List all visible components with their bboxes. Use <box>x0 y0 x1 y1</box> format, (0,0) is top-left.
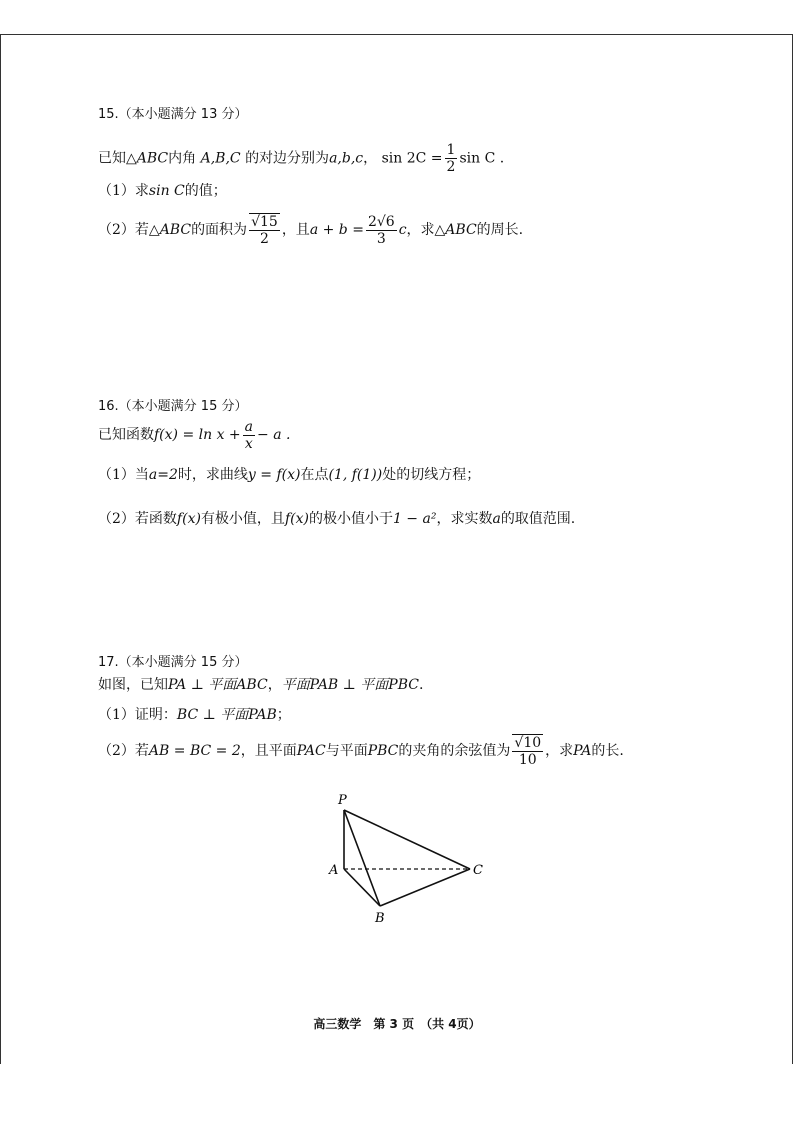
q15-heading: 15.（本小题满分 13 分） <box>98 107 248 122</box>
q15-p1-suffix: 的值； <box>184 183 227 199</box>
q17-heading: 17.（本小题满分 15 分） <box>98 655 248 670</box>
q16-p1-end: 处的切线方程； <box>382 467 481 483</box>
vertex-label-c: C <box>473 863 483 878</box>
q15-p2-and: ，且 <box>281 222 310 238</box>
q17-p2-with: 与平面 <box>325 743 368 759</box>
q17-intro-sep: ， <box>267 677 282 693</box>
q15-sides: a,b,c <box>329 150 364 167</box>
q16-function-tail: − a . <box>257 427 291 443</box>
q15-p2-prefix: （2）若 <box>98 222 149 238</box>
q15-equation-right: sin C . <box>459 150 505 167</box>
q16-p2-mid: 有极小值，且 <box>200 511 285 527</box>
tetrahedron-figure <box>320 788 500 933</box>
q16-p2-prefix: （2）若函数 <box>98 511 177 527</box>
page-footer: 高三数学 第 3 页 （共 4页） <box>313 1017 481 1031</box>
q15-part-2 <box>98 212 738 248</box>
q16-p2-function-2: f(x) <box>284 511 309 527</box>
q15-p2-triangle: △ABC <box>148 222 192 238</box>
q17-p2-text: 的夹角的余弦值为 <box>398 743 511 759</box>
q17-p2-ask: ，求 <box>545 743 574 759</box>
q16-intro <box>98 418 738 452</box>
q16-p1-point: (1, f(1)) <box>328 467 383 483</box>
q15-equation-left: sin 2C = <box>381 150 443 167</box>
q15-p1-expression: sin C <box>148 183 185 199</box>
q17-p1-relation: BC ⊥ 平面PAB <box>176 707 277 723</box>
q16-p2-mid-2: 的极小值小于 <box>308 511 393 527</box>
q16-p1-prefix: （1）当 <box>98 467 149 483</box>
q15-p2-c: c <box>398 222 407 238</box>
q15-p2-sum: a + b = <box>309 222 364 238</box>
q17-intro-text: 如图，已知 <box>98 677 168 693</box>
q15-intro-text-c: 的对边分别为 <box>245 150 330 167</box>
q17-p2-condition: AB = BC = 2 <box>148 743 241 759</box>
q15-part-1 <box>98 180 738 202</box>
q15-area-fraction <box>249 213 280 247</box>
fraction-numerator: a <box>244 418 254 435</box>
edge-ab <box>344 869 380 906</box>
q15-intro <box>98 142 738 174</box>
q15-intro-text-b: 内角 <box>168 150 197 167</box>
q17-intro-end: . <box>418 677 424 693</box>
fraction-denominator: x <box>244 435 253 452</box>
q16-p2-end: 的取值范围. <box>500 511 576 527</box>
q16-part-2 <box>98 508 738 530</box>
fraction-numerator: √10 <box>514 735 542 751</box>
fraction-numerator: 2√6 <box>367 213 395 230</box>
fraction-numerator: 1 <box>446 142 456 158</box>
q17-cosine-fraction <box>512 734 543 768</box>
q16-p2-function: f(x) <box>176 511 201 527</box>
edge-bc <box>380 869 470 906</box>
q15-p1-prefix: （1）求 <box>98 183 149 199</box>
q17-p2-plane-pac: PAC <box>296 743 326 759</box>
question-17 <box>98 652 738 770</box>
q17-p2-pa: PA <box>573 743 592 759</box>
q16-fraction <box>243 419 255 452</box>
q15-intro-text-a: 已知 <box>98 150 126 167</box>
q17-p2-mid: ，且平面 <box>240 743 297 759</box>
question-16 <box>98 396 738 530</box>
q16-p1-condition: a=2 <box>148 467 178 483</box>
fraction-numerator: √15 <box>251 214 278 230</box>
q17-intro <box>98 674 738 696</box>
q17-p2-plane-pbc: PBC <box>367 743 399 759</box>
fraction-denominator: 10 <box>518 752 537 768</box>
q17-p2-prefix: （2）若 <box>98 743 149 759</box>
fraction-denominator: 2 <box>259 231 269 247</box>
q16-intro-text: 已知函数 <box>98 427 154 443</box>
fraction-denominator: 3 <box>376 230 386 247</box>
q17-part-2 <box>98 732 738 770</box>
q15-angles: A,B,C <box>200 150 241 167</box>
q16-p1-curve: y = f(x) <box>247 467 301 483</box>
q16-p2-bound: 1 − a² <box>392 511 437 527</box>
q17-p1-prefix: （1）证明： <box>98 707 177 723</box>
q16-p1-at: 在点 <box>300 467 329 483</box>
q15-triangle: △ABC <box>126 150 169 167</box>
q15-p2-area-text: 的面积为 <box>191 222 248 238</box>
q15-p2-triangle-2: △ABC <box>434 222 477 238</box>
vertex-label-a: A <box>329 863 339 878</box>
q16-part-1 <box>98 464 738 486</box>
vertex-label-b: B <box>375 911 385 926</box>
q16-p2-ask: ，求实数 <box>436 511 493 527</box>
q15-p2-ask: ，求 <box>406 222 435 238</box>
q15-p2-end: 的周长. <box>476 222 524 238</box>
fraction-denominator: 2 <box>446 159 456 175</box>
q17-p1-end: ； <box>276 707 291 723</box>
q17-relation-1: PA ⊥ 平面ABC <box>168 677 268 693</box>
q15-half-fraction <box>445 142 458 175</box>
q16-function: f(x) = ln x + <box>154 427 241 443</box>
q16-p1-mid: 时，求曲线 <box>177 467 248 483</box>
q17-part-1 <box>98 704 738 726</box>
q15-ratio-fraction <box>366 214 397 247</box>
question-15 <box>98 104 738 248</box>
q17-relation-2: 平面PAB ⊥ 平面PBC <box>281 677 419 693</box>
q16-heading: 16.（本小题满分 15 分） <box>98 399 248 414</box>
q17-p2-end: 的长. <box>591 743 624 759</box>
q16-p2-a: a <box>492 511 501 527</box>
vertex-label-p: P <box>338 793 347 808</box>
q15-intro-comma: ， <box>363 150 378 167</box>
